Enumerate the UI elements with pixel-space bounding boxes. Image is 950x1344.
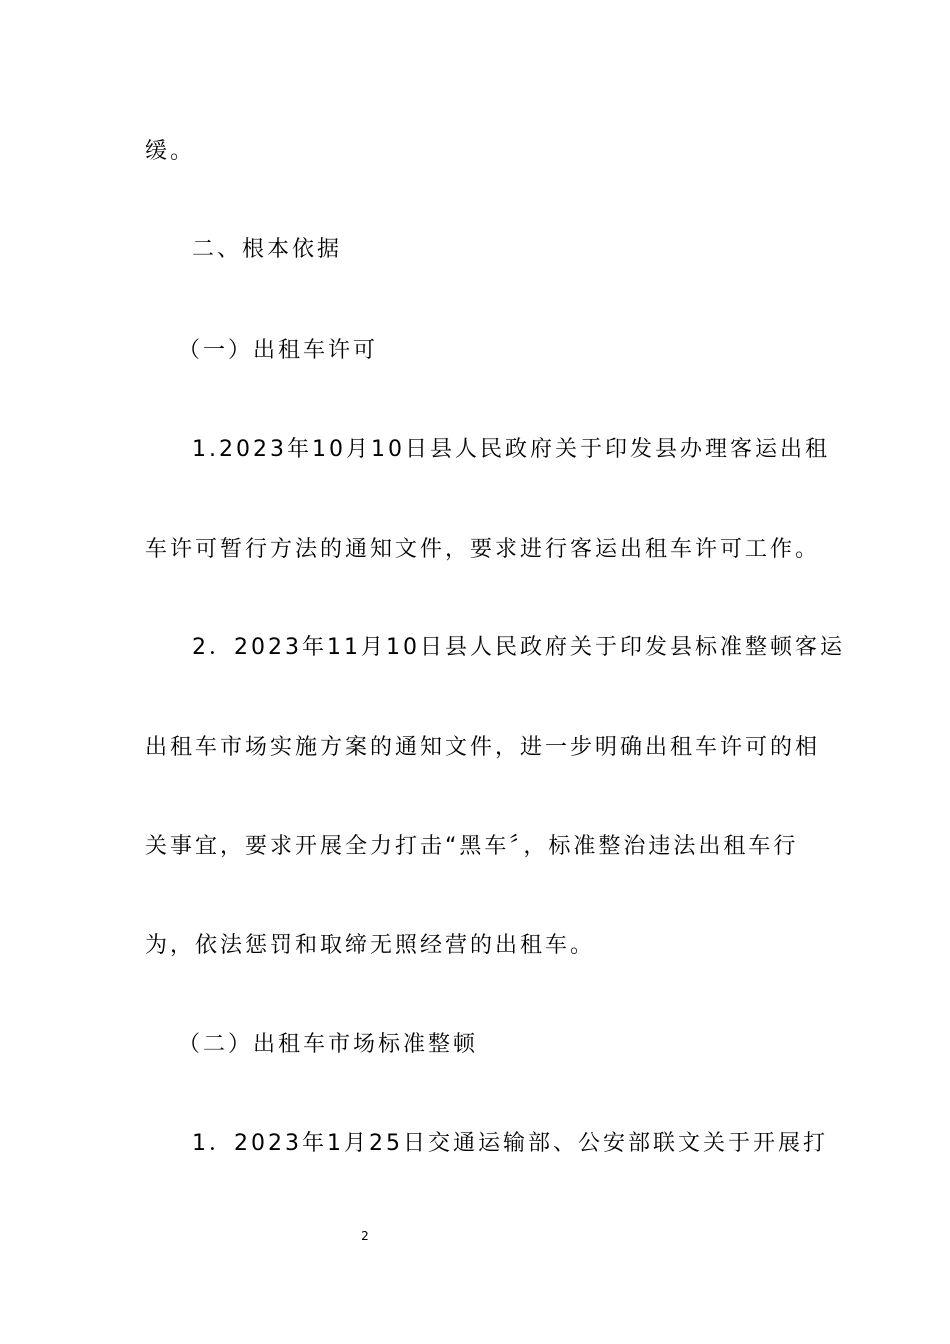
paragraph-line: 关事宜，要求开展全力打击“黑车〞，标准整治违法出租车行 <box>145 834 799 859</box>
paragraph-line: 为，依法惩罚和取缔无照经营的出租车。 <box>145 933 596 958</box>
page-number: 2 <box>361 1229 369 1243</box>
paragraph-line: 1.2023年10月10日县人民政府关于印发县办理客运出租 <box>192 437 830 462</box>
subsection-heading: （一）出租车许可 <box>178 338 379 363</box>
paragraph-line: 缓。 <box>145 139 196 164</box>
paragraph-line: 2．2023年11月10日县人民政府关于印发县标准整顿客运 <box>192 635 845 660</box>
paragraph-line: 出租车市场实施方案的通知文件，进一步明确出租车许可的相 <box>145 735 821 760</box>
paragraph-line: 车许可暂行方法的通知文件，要求进行客运出租车许可工作。 <box>145 537 821 562</box>
section-heading: 二、根本依据 <box>192 237 343 262</box>
paragraph-line: 1．2023年1月25日交通运输部、公安部联文关于开展打 <box>192 1131 828 1156</box>
subsection-heading: （二）出租车市场标准整顿 <box>178 1032 479 1057</box>
